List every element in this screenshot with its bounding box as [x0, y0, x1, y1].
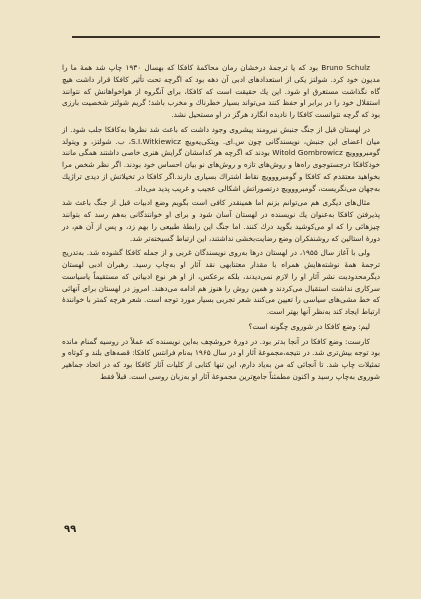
paragraph-4: ولی با آغاز سال ۱۹۵۵، در لهستان درها به‌روی نویسندگان غربی و از جمله کافکا گشوده شد. به‌تدریج ترجمهٔ همهٔ نوشته‌هایش همراه با مقدار معتنابهی نقد آثار او به‌چاپ رسید. رهبران ادبی لهستان دیگرمحدودیت نشر آثار او را لازم نمی‌دیدند، بلکه برعکس، از او هر نوع ادبیاتی که مستقیماً یاسیاست سرکاری نداشت استقبال می‌کردند و همین روش را هنوز هم ادامه می‌دهند. امروز در لهستان برای آنهائی که خط مشی‌های سیاسی را تعیین می‌کنند شعر تجربی بسیار مورد توجه است. شعر هرچه کمتر با خوانندهٔ ارتباط ایجاد کند به‌نظر آنها بهتر است.	[62, 248, 380, 316]
interview-answer: کارست: وضع کافکا در آنجا بدتر بود. در دورهٔ خروشچف به‌این نویسنده که عملاً در روسیه گمنام مانده بود توجه بیش‌تری شد. در نتیجه،مجموعهٔ آثار او در سال ۱۹۶۵ به‌نام فرانتس کافکا: قصه‌های بلند و کوتاه و تمثیلات چاپ شد. تا آنجائی که من به‌یاد دارم، این تنها کتابی از کلیات آثار کافکا بود که در اتحاد جماهیر شوروی به‌چاپ رسید و اکنون مطمئناً جامع‌ترین مجموعهٔ آثار او به‌زبان روسی است. قبلاً فقط	[62, 336, 380, 381]
paragraph-1: Bruno Schulz بود که یا ترجمهٔ درخشان رمان محاکمهٔ کافکا که بهسال ۱۹۳۰ چاپ شد همهٔ ما را مدیون خود کرد. شولتز یکی از استعدادهای ادبی آن دهه بود که اگرچه تحت تأثیر کافکا قرار داشت هیچ گاه نگذاشت مستغرق او شود. این یك حقیقت است که کافکا، برای آنگروه از هواخواهانش که نتوانند استقلال خود را در برابر او حفظ کنند می‌تواند بسیار خطرناك و مخرب باشد؛ گریم شولتز شخصیت بارزی بود که گرچه نتوانست کافکا را نادیده انگارد هرگز در او مستحیل نشد.	[62, 63, 380, 119]
paragraph-3: مثال‌های دیگری هم می‌توانم بزنم اما همینقدر کافی است بگویم وضع ادبیات قبل از جنگ باعث شد پذیرفتن کافکا به‌عنوان یك نویسنده در لهستان آسان شود و برای او خوانندگانی به‌هم رسد که بتوانند چیزهائی را که او می‌کوشید بگوید درك کنند. اما جنگ این رابطهٔ طبیعی را بهم زد، و پس از آن هم، در دورهٔ استالین که روشنفکران وضع رضایت‌بخشی نداشتند، این ارتباط گسیخته‌تر شد.	[62, 198, 380, 243]
body-text	[62, 62, 380, 386]
paragraph-2: در لهستان قبل از جنگ جنبش نیرومند پیشروی وجود داشت که باعث شد نظرها به‌کافکا جلب شود. از میان اعضای این جنبش، نویسندگانی چون س.ای. ویتکی‌یه‌ویچ S.I.Witkiewicz، ب. شولتز، و ویتولد گومبرووویچ Witold Gombrowicz بودند که اگرچه هر کدامشان گرایش هنری خاصی داشتند همگی مانند خودکافکا درجستوجوی راه‌ها و روش‌های تازه و روش‌های نو بیان احساس خود بودند. اگر نظر شخص مرا بخواهید معتقدم که کافکا و گومبرووویچ نقاط اشتراك بسیاری دارند.اگر کافکا در تخیلاتش از دیدی تراژیك به‌جهان می‌نگریست، گومبرووویچ درتصوراتش اشکالی عجیب و غریب پدید می‌داد.	[62, 124, 381, 193]
top-rule	[72, 36, 380, 38]
page-number: ۹۹	[64, 524, 77, 535]
interview-question: لیم: وضع کافکا در شوروی چگونه است؟	[248, 321, 370, 331]
